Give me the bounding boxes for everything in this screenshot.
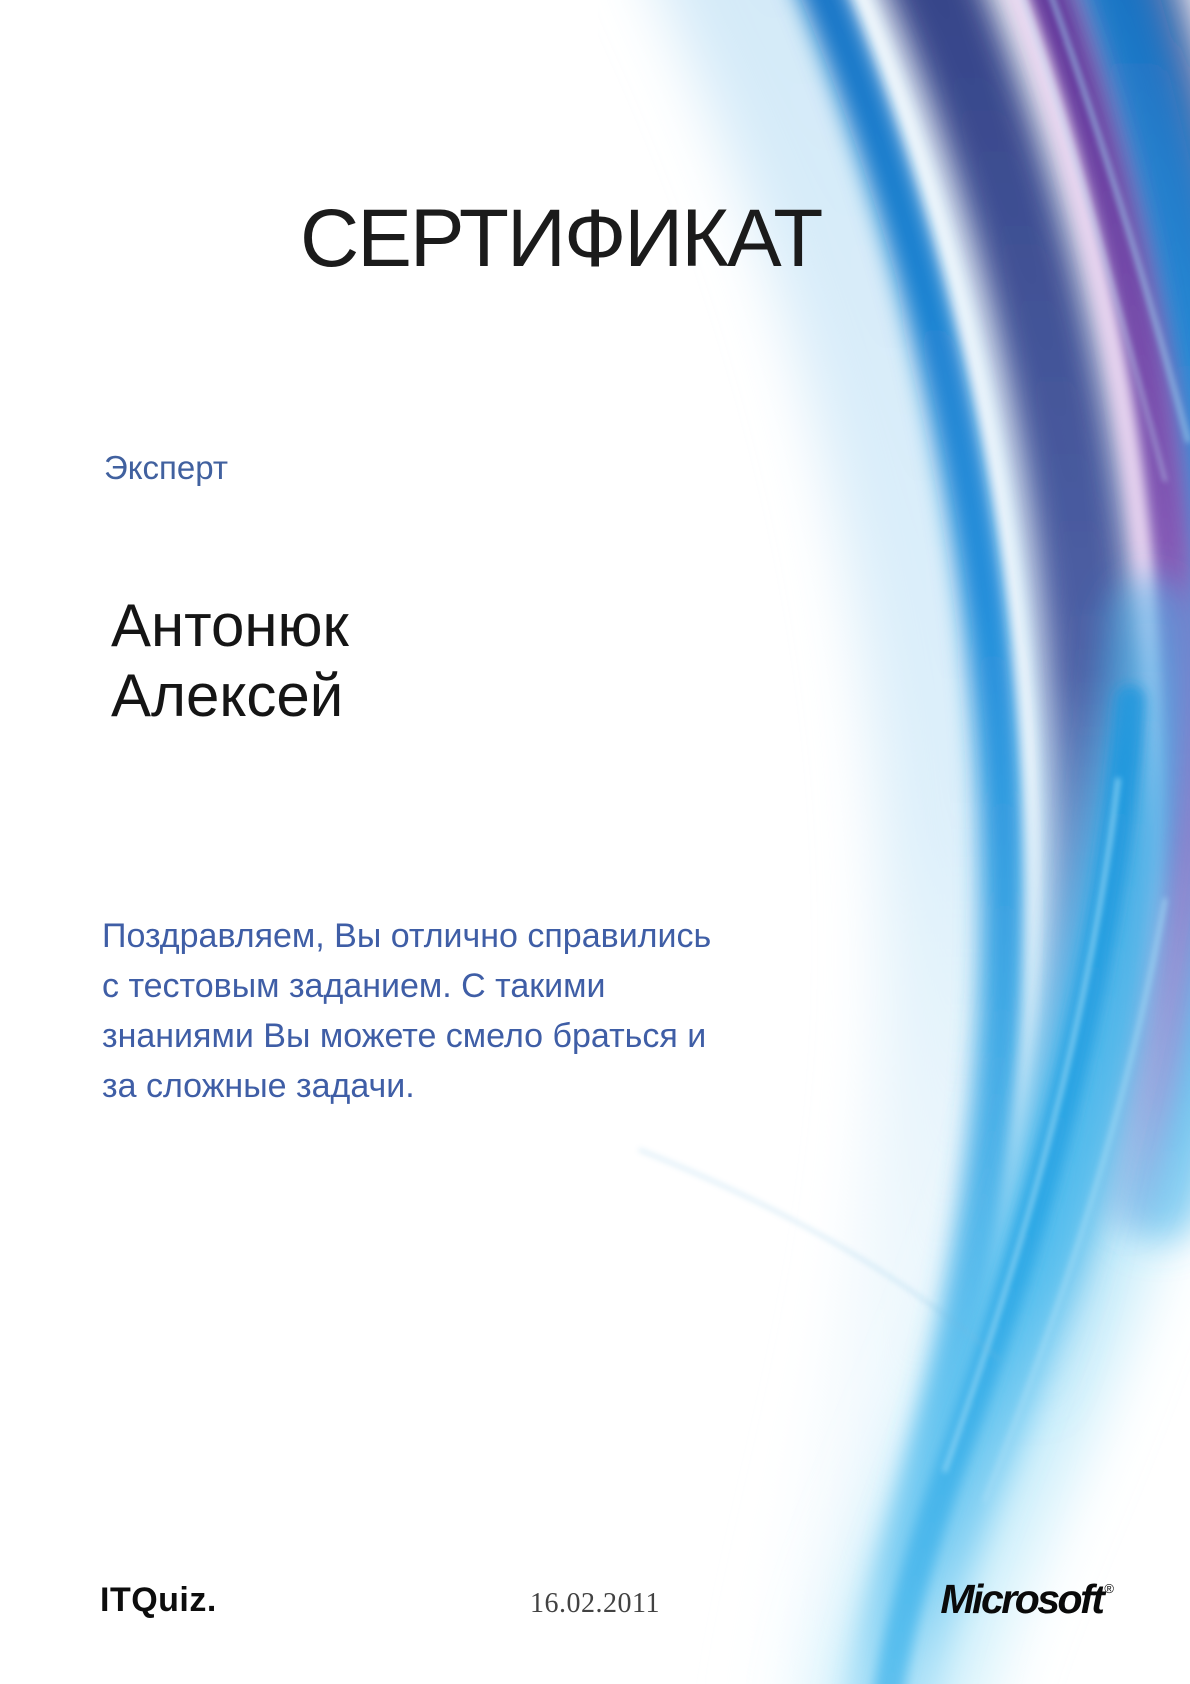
- message-line: знаниями Вы можете смело браться и: [102, 1017, 707, 1055]
- recipient-name-line1: Антонюк: [111, 592, 349, 659]
- message-line: за сложные задачи.: [102, 1067, 415, 1105]
- microsoft-wordmark: Microsoft: [940, 1576, 1103, 1622]
- message-line: Поздравляем, Вы отлично справились: [102, 917, 712, 955]
- role-label: Эксперт: [104, 449, 228, 486]
- microsoft-logo: [940, 1576, 1112, 1623]
- message-line: с тестовым заданием. С такими: [102, 967, 606, 1005]
- certificate-date: 16.02.2011: [530, 1588, 660, 1619]
- congratulation-message: [102, 911, 711, 1111]
- itquiz-logo: ITQuiz.: [100, 1581, 217, 1619]
- registered-mark-icon: ®: [1104, 1581, 1114, 1596]
- certificate-title: СЕРТИФИКАТ: [300, 193, 822, 284]
- recipient-name: [111, 591, 349, 731]
- recipient-name-line2: Алексей: [111, 662, 344, 729]
